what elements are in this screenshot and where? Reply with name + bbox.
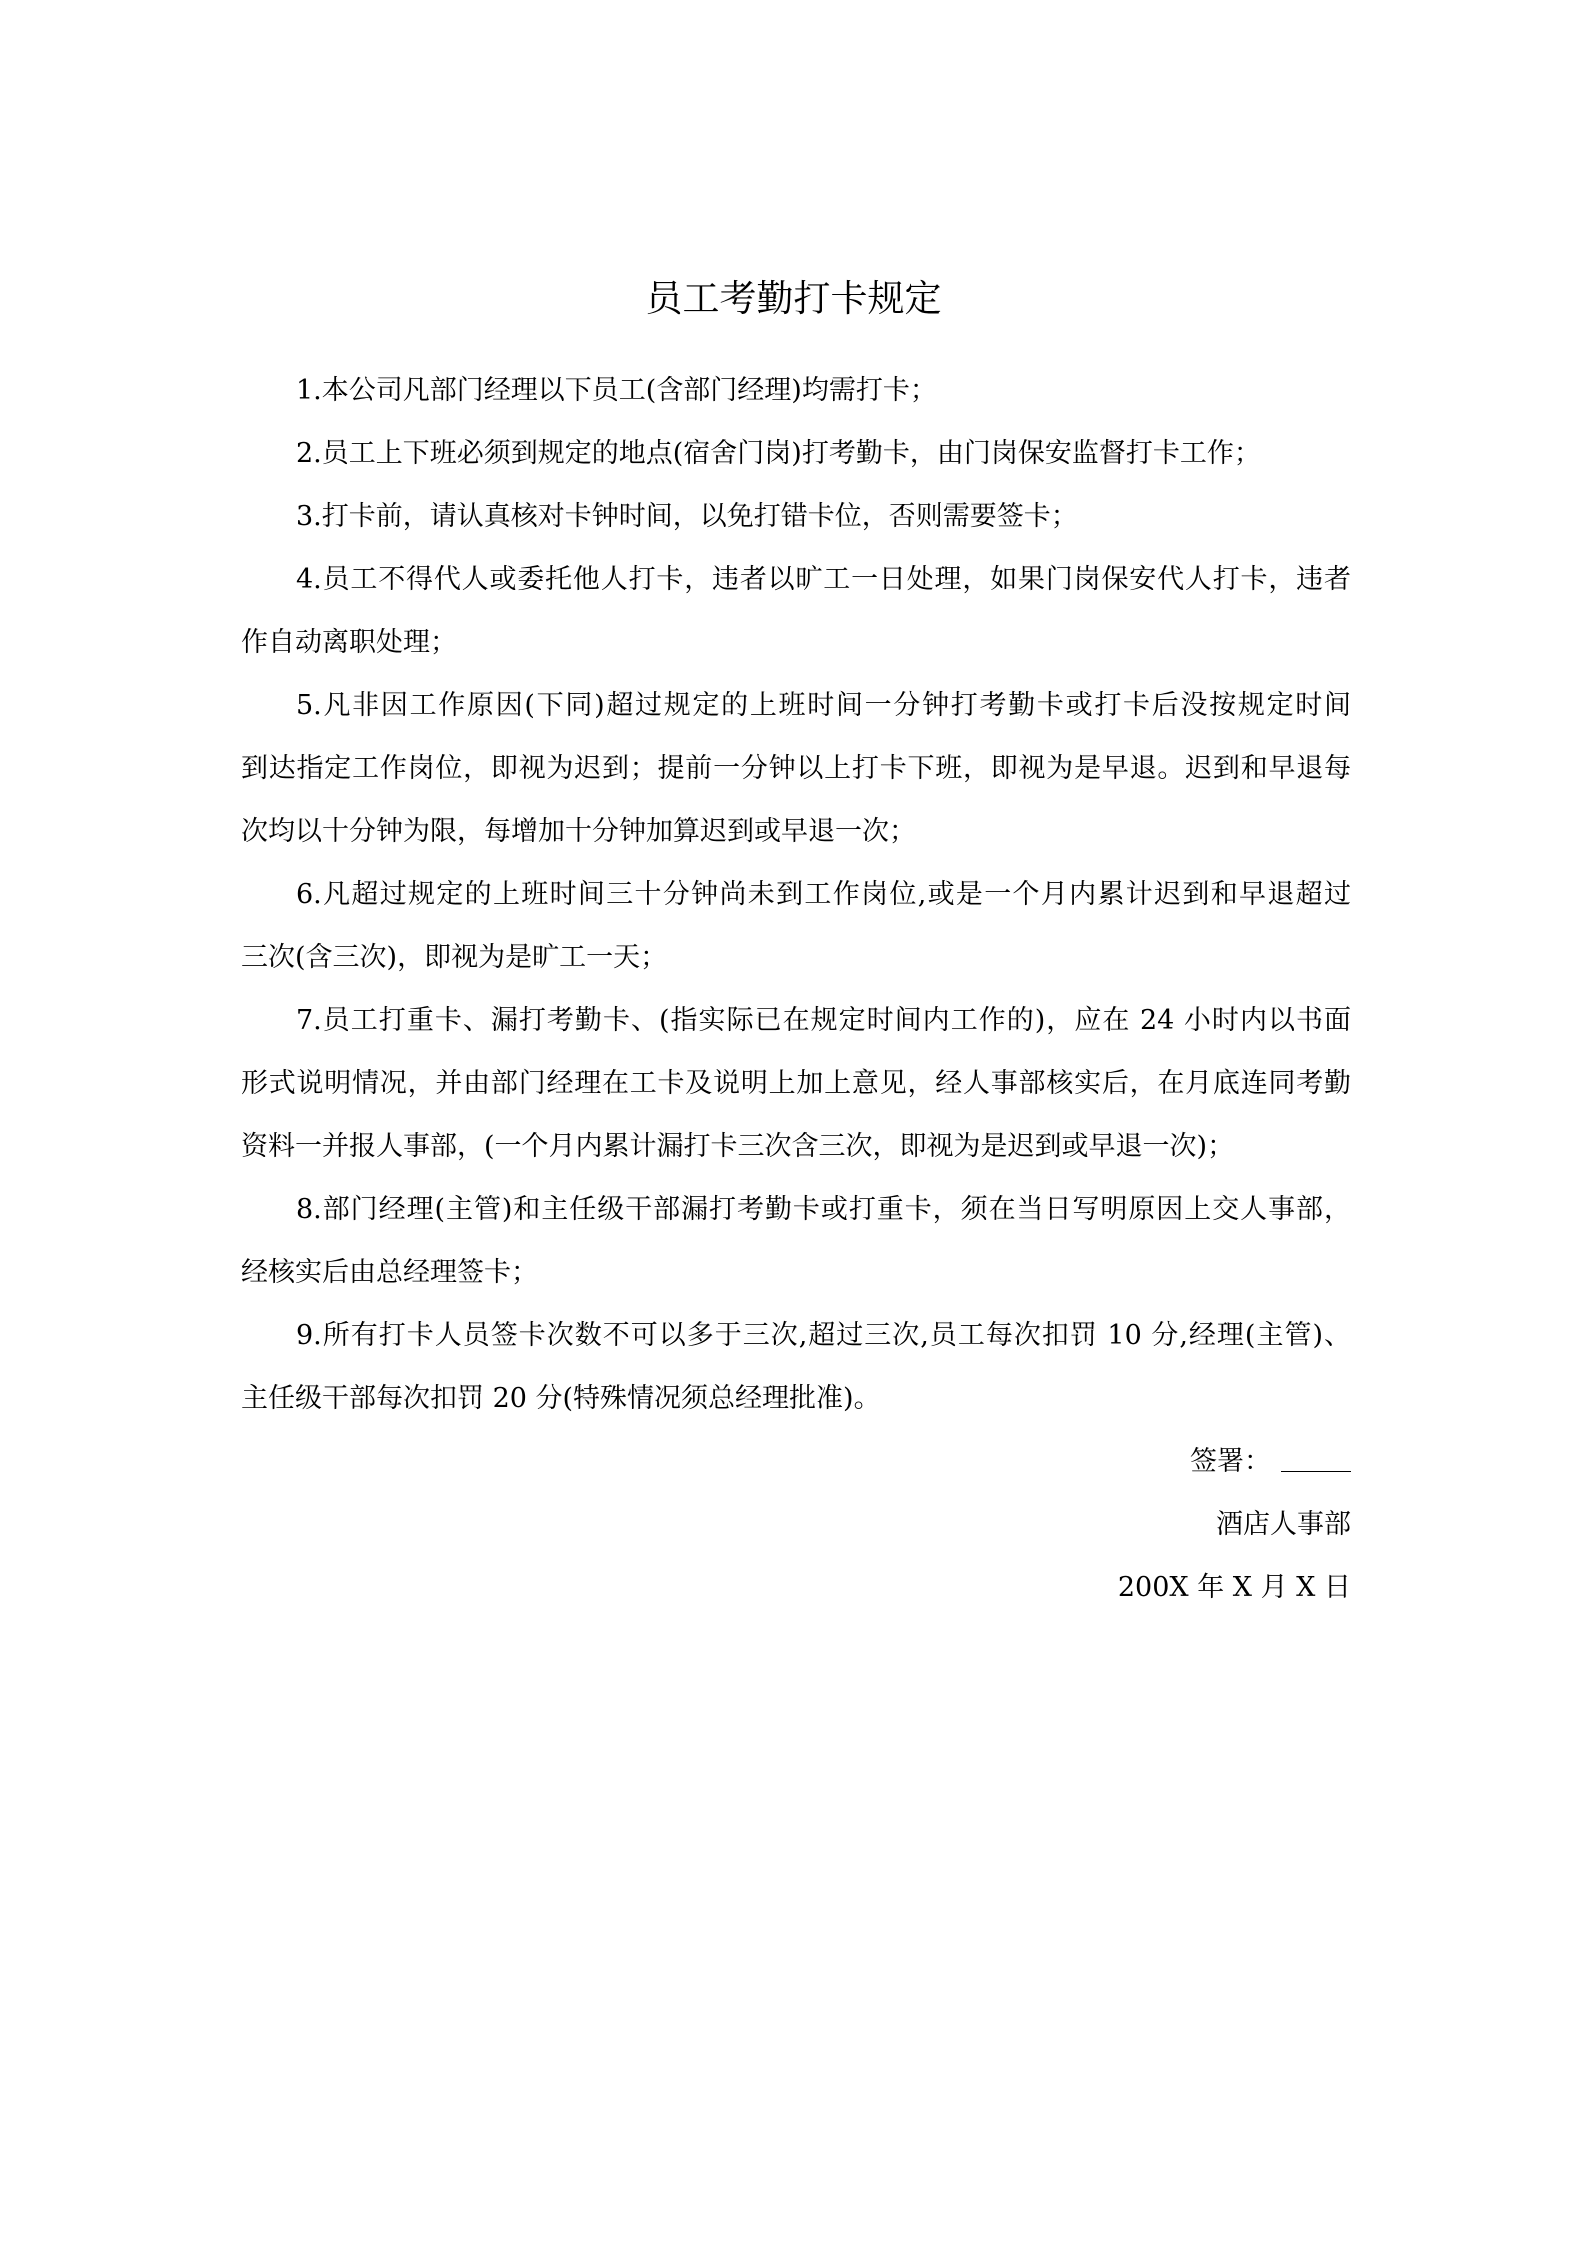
rule-8-line-2: 经核实后由总经理签卡；: [241, 1257, 538, 1288]
rule-7-line-1: 7.员工打重卡、漏打考勤卡、(指实际已在规定时间内工作的)，应在 24 小时内以书面: [296, 1005, 1351, 1036]
rule-6-line-2: 三次(含三次)，即视为是旷工一天；: [241, 942, 668, 973]
rule-8-line-1: 8.部门经理(主管)和主任级干部漏打考勤卡或打重卡，须在当日写明原因上交人事部，: [296, 1194, 1351, 1225]
signature-date: 200X 年 X 月 X 日: [1117, 1572, 1351, 1603]
rule-4-line-2: 作自动离职处理；: [241, 627, 457, 658]
rule-9-line-2: 主任级干部每次扣罚 20 分(特殊情况须总经理批准)。: [241, 1383, 881, 1414]
rule-5-line-3: 次均以十分钟为限，每增加十分钟加算迟到或早退一次；: [241, 816, 916, 847]
signature-line: [241, 1430, 1351, 1493]
rule-2-line: 2.员工上下班必须到规定的地点(宿舍门岗)打考勤卡，由门岗保安监督打卡工作；: [296, 438, 1261, 469]
rule-5-line-2: 到达指定工作岗位，即视为迟到；提前一分钟以上打卡下班，即视为是早退。迟到和早退每: [241, 753, 1351, 784]
signature-department: 酒店人事部: [1216, 1509, 1351, 1540]
document-body: [241, 359, 1351, 1619]
signature-label: 签署：: [1190, 1446, 1271, 1477]
signature-blank: [1281, 1445, 1351, 1472]
rule-6-line-1: 6.凡超过规定的上班时间三十分钟尚未到工作岗位,或是一个月内累计迟到和早退超过: [296, 879, 1351, 910]
rule-9-line-1: 9.所有打卡人员签卡次数不可以多于三次,超过三次,员工每次扣罚 10 分,经理(主管)、: [296, 1320, 1351, 1351]
rule-7-line-2: 形式说明情况，并由部门经理在工卡及说明上加上意见，经人事部核实后，在月底连同考勤: [241, 1068, 1351, 1099]
rule-5-line-1: 5.凡非因工作原因(下同)超过规定的上班时间一分钟打考勤卡或打卡后没按规定时间: [296, 690, 1351, 721]
document-title: 员工考勤打卡规定: [645, 277, 942, 320]
rule-7-line-3: 资料一并报人事部，(一个月内累计漏打卡三次含三次，即视为是迟到或早退一次)；: [241, 1131, 1235, 1162]
rule-3-line: 3.打卡前，请认真核对卡钟时间，以免打错卡位，否则需要签卡；: [296, 501, 1078, 532]
rule-1-line: 1.本公司凡部门经理以下员工(含部门经理)均需打卡；: [296, 375, 937, 406]
rule-4-line-1: 4.员工不得代人或委托他人打卡，违者以旷工一日处理，如果门岗保安代人打卡，违者: [296, 564, 1351, 595]
